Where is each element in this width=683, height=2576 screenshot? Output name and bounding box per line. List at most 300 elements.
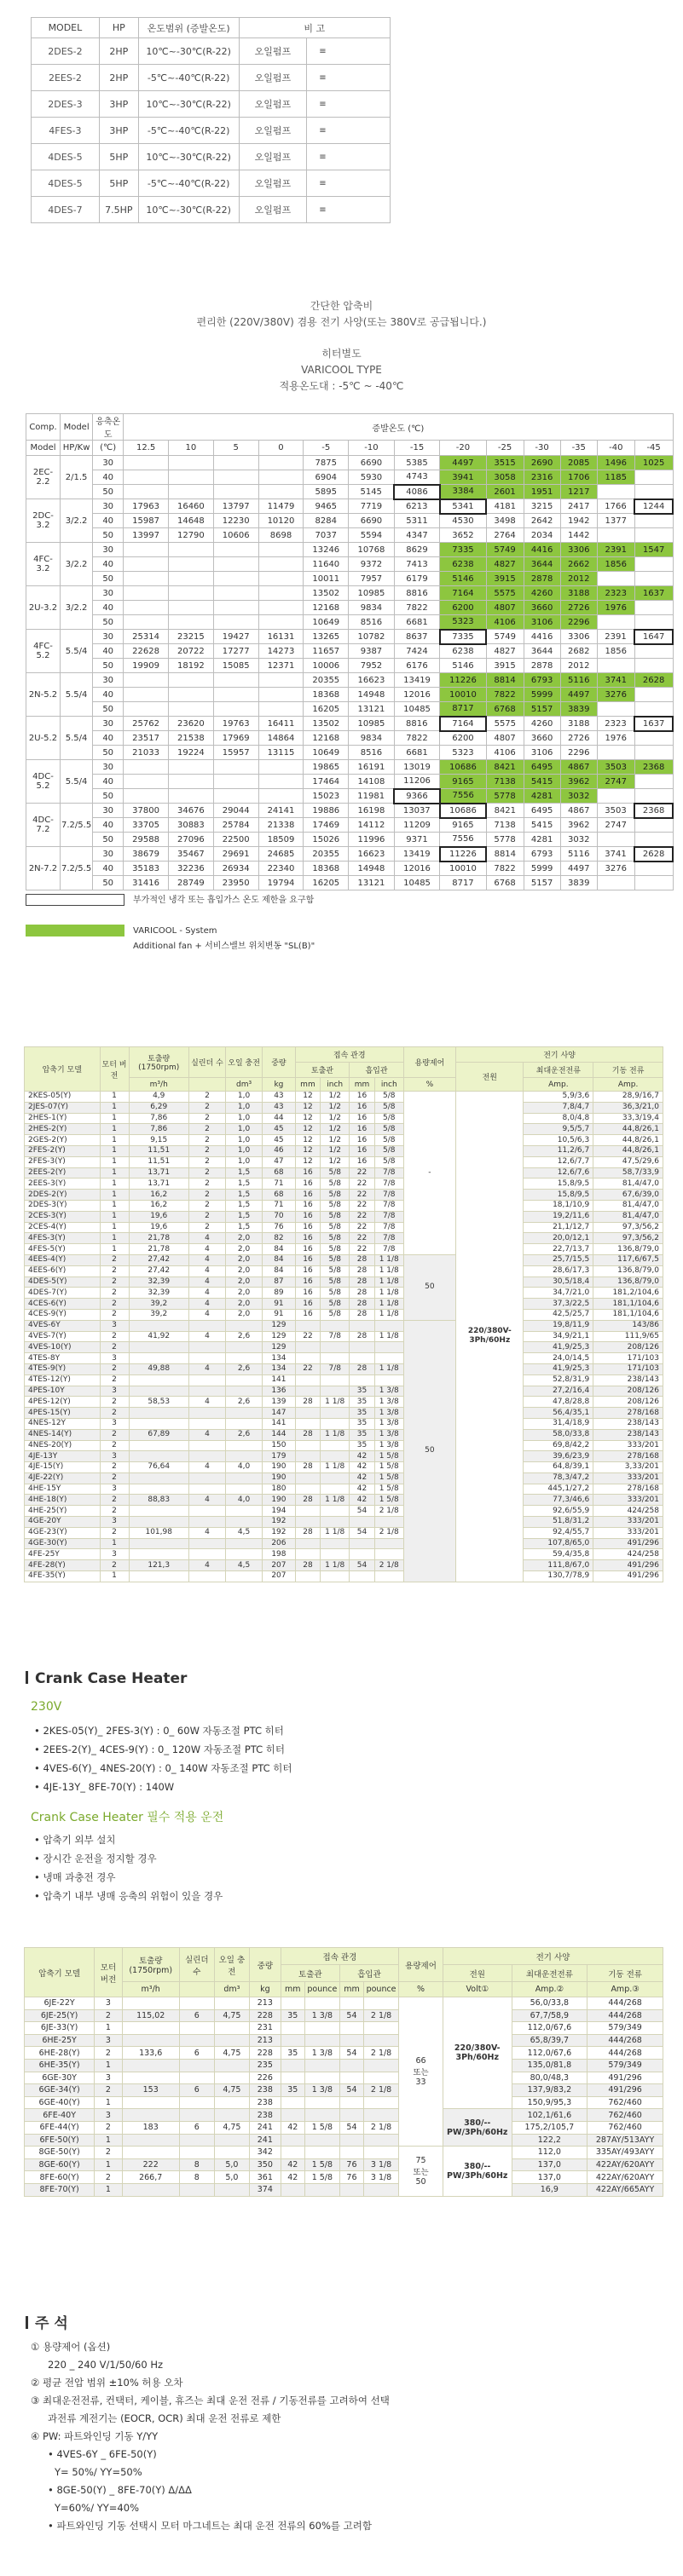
cond-value: 16411 [258,717,304,731]
spec1-maxcur: 30,5/18,4 [524,1276,593,1288]
cond-value [634,659,673,673]
spec1-cell: 144 [263,1429,296,1440]
spec2-start: 444/268 [587,1997,663,2010]
menu-icon[interactable]: ≡ [307,38,391,65]
cond-value [213,615,258,630]
spec1-cell: 4TES-8Y [25,1353,101,1364]
spec1-cell: 1,0 [226,1092,263,1103]
cond-value: 2726 [560,601,597,615]
spec1-cell [226,1538,263,1549]
cond-row [26,746,674,760]
cond-value [258,557,304,572]
cond-value: 8629 [394,543,440,557]
spec2-cell [304,2059,339,2072]
spec2-cell: 6GE-34(Y) [25,2084,95,2097]
spec-table-2 [24,1947,663,2197]
spec1-maxcur: 31,4/18,9 [524,1418,593,1429]
spec1-cell: 3 [100,1451,129,1462]
cond-value: 5930 [349,470,395,485]
cond-value: 2628 [634,847,673,862]
spec2-cell [179,2072,214,2084]
spec1-cell: 5/8 [321,1288,350,1299]
spec1-cell: 121,3 [129,1560,188,1571]
cond-value: 30883 [168,818,213,833]
spec1-cell [321,1538,350,1549]
spec1-row [25,1331,663,1342]
cond-hp: 3/2.2 [61,586,93,630]
spec2-cell [179,2109,214,2122]
spec2-cell [304,1997,339,2010]
cond-value: 13019 [394,760,440,775]
spec1-cell: 2FES-2(Y) [25,1145,101,1156]
spec1-cell: 5/8 [374,1145,403,1156]
cond-value: 5323 [440,615,486,630]
spec1-power: 220/380V-3Ph/60Hz [456,1092,524,1582]
spec1-cell: 4NES-14(Y) [25,1429,101,1440]
cond-value: 4181 [486,499,524,514]
cond-value: 11206 [394,775,440,789]
spec2-cell: 2 [95,2084,122,2097]
spec1-cell: 1 3/8 [374,1418,403,1429]
spec1-cell: 28 [350,1288,375,1299]
spec1-cell: 7/8 [321,1363,350,1374]
spec1-cell: 68 [263,1190,296,1201]
cond-value: 4086 [394,485,440,499]
cond-value: 4416 [524,543,560,557]
spec1-cell: 27,42 [129,1265,188,1276]
spec1-maxcur: 111,8/67,0 [524,1560,593,1571]
cond-row [26,688,674,702]
spec2-cell: 6 [179,2047,214,2060]
cond-model: 2U-3.2 [26,586,61,630]
cond-temp: 50 [93,528,124,543]
spec1-cell: 16 [295,1190,321,1201]
cond-temp: 30 [93,499,124,514]
spec2-cell: 42 [281,2158,304,2171]
spec2-cell: 6HE-25Y [25,2034,95,2047]
spec1-cell: 35 [350,1397,375,1408]
cond-value: 14108 [349,775,395,789]
s1-u-amp2: Amp. [593,1078,663,1092]
spec2-row [25,2022,663,2035]
spec1-cell: 2,0 [226,1299,263,1310]
spec1-cell: 22 [350,1179,375,1190]
spec1-cell: 2 [100,1495,129,1506]
spec2-cell [179,2022,214,2035]
cond-value [168,485,213,499]
cond-value [258,775,304,789]
cond-value [597,746,634,760]
spec1-cell: 9,15 [129,1135,188,1146]
hp-cell: 5HP [99,144,138,170]
cond-value [634,775,673,789]
cond-value [168,557,213,572]
spec1-cell [129,1538,188,1549]
spec1-cell [188,1506,225,1517]
cond-h2-cell: -40 [597,441,634,456]
spec2-start: 579/349 [587,2022,663,2035]
cond-value: 2368 [634,804,673,818]
spec1-cell: 2 [100,1408,129,1419]
spec1-cell: 7/8 [374,1200,403,1211]
cond-value [597,876,634,890]
cond-value [213,601,258,615]
spec1-row [25,1538,663,1549]
spec1-cell: 2GES-2(Y) [25,1135,101,1146]
spec1-cell: 1 [100,1244,129,1255]
spec2-cell: 241 [249,2121,281,2134]
cond-value [213,702,258,717]
spec1-cell: 58,53 [129,1397,188,1408]
cond-value [634,557,673,572]
spec1-cell [295,1538,321,1549]
spec2-cell: 2 1/8 [364,2047,399,2060]
spec1-cell: 150 [263,1440,296,1451]
cond-value: 10686 [440,760,486,775]
spec1-maxcur: 19,2/11,6 [524,1211,593,1222]
menu-icon[interactable]: ≡ [307,118,391,144]
spec1-start: 3,33/201 [593,1462,663,1473]
cond-value: 1442 [560,528,597,543]
spec2-power: 380/-- PW/3Ph/60Hz [443,2147,512,2196]
spec1-cell [295,1342,321,1353]
crankcase-required-title: Crank Case Heater 필수 적용 운전 [31,1811,224,1824]
s1-u-w: kg [263,1078,296,1092]
spec1-cell: 206 [263,1538,296,1549]
required-item: • 냉매 과충전 경우 [34,1868,223,1887]
spec2-cap: 75 또는 50 [399,2147,443,2196]
cond-value [597,789,634,804]
cond-value: 8717 [440,876,486,890]
spec1-cell: 2CES-4(Y) [25,1222,101,1233]
cond-h2-cell: 12.5 [124,441,169,456]
cond-value: 3503 [597,760,634,775]
spec1-maxcur: 41,9/25,3 [524,1363,593,1374]
spec1-cell: 4DES-5(Y) [25,1276,101,1288]
spec1-start: 278/168 [593,1451,663,1462]
cond-value: 14948 [349,862,395,876]
spec1-maxcur: 25,7/15,5 [524,1254,593,1265]
spec1-maxcur: 21,1/12,7 [524,1222,593,1233]
spec1-maxcur: 130,7/78,9 [524,1571,593,1582]
s2-u-amp: Amp.② [512,1982,587,1997]
spec1-cell: 4NES-20(Y) [25,1440,101,1451]
menu-icon[interactable]: ≡ [307,170,391,197]
s1-h-cyl: 실린더 수 [188,1047,225,1078]
spec1-start: 491/296 [593,1571,663,1582]
cond-value: 3652 [440,528,486,543]
spec1-cell: 4JE-15(Y) [25,1462,101,1473]
cond-value: 4497 [560,862,597,876]
spec1-cell [295,1408,321,1419]
cond-model: 2DC-3.2 [26,499,61,543]
s2-h-motor: 모터 버전 [95,1948,122,1997]
note-cell: 오일펌프 [239,170,307,197]
cond-value: 10686 [440,804,486,818]
cond-value: 2747 [597,818,634,833]
cond-value: 7335 [440,630,486,644]
spec2-start: 579/349 [587,2059,663,2072]
spec1-cell: 1,0 [226,1145,263,1156]
spec1-cell: 11,51 [129,1145,188,1156]
cond-value: 8816 [394,586,440,601]
cond-row [26,572,674,586]
cond-value: 19865 [304,760,349,775]
cond-value: 10485 [394,876,440,890]
spec1-cell: 1 3/8 [374,1429,403,1440]
cond-value: 11640 [304,557,349,572]
spec1-cell: 2 1/8 [374,1527,403,1538]
spec2-cell: 8 [179,2158,214,2171]
spec2-row [25,2096,663,2109]
cond-value: 5778 [486,789,524,804]
cond-value: 8421 [486,760,524,775]
spec2-cell: 6HE-35(Y) [25,2059,95,2072]
cond-temp: 50 [93,659,124,673]
cond-h-comp: Comp. [26,414,61,441]
s2-h-start: 기동 전류 [587,1965,663,1982]
spec1-cell: 42 [350,1484,375,1495]
cond-value [168,470,213,485]
spec2-row [25,2059,663,2072]
s1-h-cap: 용량제어 [403,1047,455,1078]
spec1-cell [129,1484,188,1495]
cond-value [634,644,673,659]
s2-u-disp: m³/h [122,1982,179,1997]
spec1-cell: 2 [188,1135,225,1146]
cond-value [124,543,169,557]
spec2-cell: 350 [249,2158,281,2171]
spec1-cell: 2HES-2(Y) [25,1124,101,1135]
cond-value [168,789,213,804]
cond-value: 23620 [168,717,213,731]
crankcase-required-list [34,1830,223,1905]
cond-value: 3058 [486,470,524,485]
cond-value: 6495 [524,804,560,818]
spec1-cell: 84 [263,1265,296,1276]
cond-h2-cell: 0 [258,441,304,456]
spec1-cell: 16 [350,1102,375,1113]
spec1-cell: 35 [350,1386,375,1397]
spec1-cell: 3 [100,1320,129,1331]
note-item: Y=60%/ YY=40% [55,2502,139,2514]
spec1-cell: 16 [295,1254,321,1265]
menu-icon[interactable]: ≡ [307,144,391,170]
spec1-cell: 4VES-10(Y) [25,1342,101,1353]
cond-value: 14648 [168,514,213,528]
spec1-cell: 19,6 [129,1211,188,1222]
spec2-cell: 6JE-33(Y) [25,2022,95,2035]
spec1-start: 181,2/104,6 [593,1288,663,1299]
cond-value: 23950 [213,876,258,890]
spec2-cell: 54 [339,2121,363,2134]
cond-value: 19763 [213,717,258,731]
cond-value [168,456,213,470]
cond-value: 5157 [524,876,560,890]
spec2-maxcur: 112,0/67,6 [512,2047,587,2060]
cond-value [258,572,304,586]
cond-h2-cell: -45 [634,441,673,456]
spec1-row [25,1353,663,1364]
cond-value: 16623 [349,673,395,688]
spec1-cell: 4HE-15Y [25,1484,101,1495]
spec2-maxcur: 137,0 [512,2158,587,2171]
cond-value: 3741 [597,673,634,688]
spec2-cell: 76 [339,2158,363,2171]
cond-value [634,615,673,630]
spec1-cell: 16 [295,1167,321,1179]
spec2-cell: 238 [249,2084,281,2097]
cond-value: 1766 [597,499,634,514]
note-item: ④ PW: 파트와인딩 기동 Y/YY [31,2430,159,2442]
spec1-cell [188,1451,225,1462]
spec1-cell: 1 [100,1145,129,1156]
cond-value: 7952 [349,659,395,673]
menu-icon[interactable]: ≡ [307,65,391,91]
cond-row [26,804,674,818]
spec1-cell: 4TES-9(Y) [25,1363,101,1374]
cond-value: 4867 [560,804,597,818]
spec1-start: 208/126 [593,1342,663,1353]
cond-value: 35467 [168,847,213,862]
cond-value: 10649 [304,615,349,630]
s2-h-discharge: 흡입관 [339,1965,398,1982]
menu-icon[interactable]: ≡ [307,91,391,118]
spec1-cell: 4 [188,1363,225,1374]
spec1-cell [188,1472,225,1484]
spec1-start: 491/296 [593,1560,663,1571]
spec1-cell: 1 3/8 [374,1386,403,1397]
cond-value: 4867 [560,760,597,775]
spec1-cell: 89 [263,1288,296,1299]
spec1-cell: 4PES-12(Y) [25,1397,101,1408]
spec1-maxcur: 52,8/31,9 [524,1374,593,1386]
spec1-maxcur: 8,0/4,8 [524,1113,593,1124]
cond-value: 29691 [213,847,258,862]
cond-value: 2417 [560,499,597,514]
cond-h2-cell: 10 [168,441,213,456]
cond-value [213,760,258,775]
spec1-cell: 1 1/8 [374,1265,403,1276]
s1-u-inch2: inch [374,1078,403,1092]
cond-value [124,557,169,572]
spec1-cell: 1,0 [226,1135,263,1146]
cond-value: 9372 [349,557,395,572]
spec1-cell: 28 [350,1265,375,1276]
cond-value [597,528,634,543]
spec1-cell [295,1571,321,1582]
spec2-cell [339,2183,363,2196]
cond-temp: 50 [93,702,124,717]
spec1-cell [321,1353,350,1364]
spec1-cell: 2EES-3(Y) [25,1179,101,1190]
spec1-cell: 1 1/8 [321,1527,350,1538]
spec1-cell: 1 [100,1113,129,1124]
cond-temp: 30 [93,673,124,688]
cond-value: 2085 [560,456,597,470]
spec1-cap: 50 [403,1254,455,1320]
spec1-cell: 2 [100,1527,129,1538]
spec1-cell: 1/2 [321,1156,350,1167]
spec1-cell: 3 [100,1353,129,1364]
cond-value: 1547 [634,543,673,557]
menu-icon[interactable]: ≡ [307,197,391,223]
cond-value: 8421 [486,804,524,818]
cond-value: 31416 [124,876,169,890]
spec1-row [25,1190,663,1201]
s1-u-mm2: mm [350,1078,375,1092]
spec1-cell [374,1320,403,1331]
s2-u-volt: Volt① [443,1982,512,1997]
spec1-cell: 2 [188,1179,225,1190]
cond-temp: 40 [93,514,124,528]
cond-value: 18368 [304,862,349,876]
spec1-cell: 5/8 [374,1156,403,1167]
spec1-maxcur: 64,8/39,1 [524,1462,593,1473]
note-cell: 오일펌프 [239,91,307,118]
cond-hp: 2/1.5 [61,456,93,499]
spec1-cell: 1,5 [226,1222,263,1233]
spec1-cell: 5/8 [321,1179,350,1190]
spec1-cell: 54 [350,1506,375,1517]
cond-value: 6200 [440,731,486,746]
spec1-cell: 1 [100,1222,129,1233]
spec2-cell: 54 [339,2084,363,2097]
spec1-cell [226,1549,263,1560]
spec1-cell: 44 [263,1113,296,1124]
cond-temp: 50 [93,876,124,890]
spec1-cell: 19,6 [129,1222,188,1233]
spec1-maxcur: 19,8/11,9 [524,1320,593,1331]
cond-value: 7164 [440,717,486,731]
spec1-start: 333/201 [593,1495,663,1506]
spec2-cell [364,2059,399,2072]
spec1-cell: 4FES-3(Y) [25,1233,101,1244]
s1-u-mm1: mm [295,1078,321,1092]
spec1-cell: 139 [263,1397,296,1408]
cond-value: 6768 [486,702,524,717]
spec1-cell: 4 [188,1254,225,1265]
note-cell: 오일펌프 [239,118,307,144]
cond-value: 3498 [486,514,524,528]
spec2-cell: 6 [179,2009,214,2022]
cond-value [124,586,169,601]
spec1-cell: 16 [295,1233,321,1244]
cond-value: 1377 [597,514,634,528]
s2-h-cap: 용량제어 [399,1948,443,1982]
spec1-cell: 7,86 [129,1113,188,1124]
spec1-cell: 4FE-28(Y) [25,1560,101,1571]
spec1-cell: 16 [295,1299,321,1310]
intro-block [0,298,683,331]
cond-value: 3915 [486,572,524,586]
spec1-cell: 1 5/8 [374,1484,403,1495]
spec1-cell: 71 [263,1200,296,1211]
s2-u-cyl [179,1982,214,1997]
range-cell: 10℃~-30℃(R-22) [138,144,239,170]
spec2-cell: 35 [281,2084,304,2097]
spec1-cell: 2 [100,1254,129,1265]
spec2-cell: 8FE-70(Y) [25,2183,95,2196]
spec1-cell: 2 [188,1156,225,1167]
cond-value: 7822 [394,601,440,615]
note-item-bullet: • 8GE-50(Y) _ 8FE-70(Y) Δ/ΔΔ [48,2484,192,2496]
s2-h-model: 압축기 모델 [25,1948,95,1997]
spec1-start: 278/168 [593,1484,663,1495]
cond-h2-cell: -30 [524,441,560,456]
cond-row [26,818,674,833]
spec2-cell [339,2109,363,2122]
